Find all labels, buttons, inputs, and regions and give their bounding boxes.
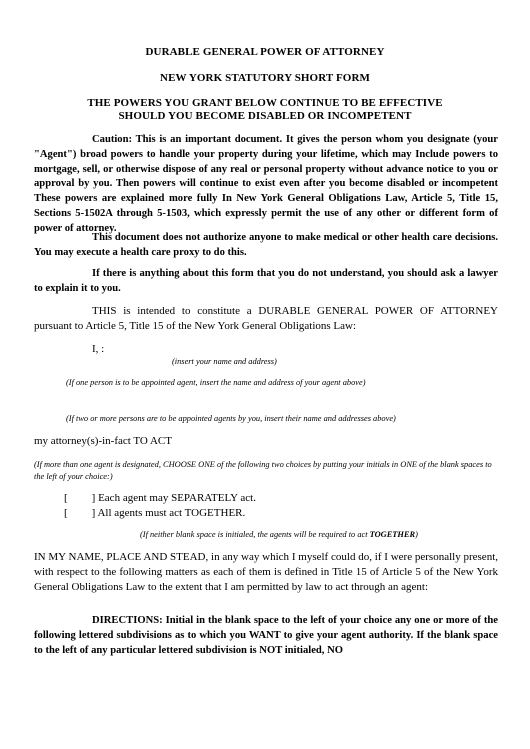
option-bracket: [ [64, 507, 68, 519]
caution-paragraph [34, 133, 498, 237]
document-subtitle: NEW YORK STATUTORY SHORT FORM [160, 72, 370, 84]
option-bracket: [ [64, 492, 68, 504]
warning-heading-line1: THE POWERS YOU GRANT BELOW CONTINUE TO BE EFFECTIVE [87, 97, 443, 109]
understand-text: If there is anything about this form that you do not understand, you should ask a lawyer to explain it to you. [34, 268, 498, 294]
one-agent-hint: (If one person is to be appointed agent, insert the name and address of your agent above) [66, 378, 366, 387]
directions-paragraph [34, 614, 498, 658]
warning-heading-line2: SHOULD YOU BECOME DISABLED OR INCOMPETENT [118, 110, 412, 122]
default-note-prefix: (If neither blank space is initialed, the agents will be required to act [140, 530, 370, 539]
principal-label: I, : [92, 343, 105, 355]
health-care-text: This document does not authorize anyone to make medical or other health care decisions. You may execute a health care proxy to do this. [34, 232, 498, 258]
default-note-bold: TOGETHER [369, 530, 416, 539]
option-together[interactable] [64, 506, 245, 521]
option-label: ] Each agent may SEPARATELY act. [91, 492, 256, 504]
multi-agent-hint: (If two or more persons are to be appointed agents by you, insert their name and addresses above) [66, 414, 396, 423]
document-title: DURABLE GENERAL POWER OF ATTORNEY [145, 46, 385, 58]
caution-text: Caution: This is an important document. It gives the person whom you designate (your "Agent") broad powers to handle your property during your lifetime, which may Include powers to mortgage, sell, or otherwise dispose of any real or personal property without advance notice to you or approval by you. Then powers will continue to exist even after you become disabled or incompetent These powers are explained more fully In New York General Obligations Law, Article 5, Title 15, Sections 5-1502A through 5-1503, which expressly permit the use of any other or different form of power of attorney. [34, 134, 498, 234]
default-note-suffix: ) [415, 530, 418, 539]
attorney-line: my attorney(s)-in-fact TO ACT [34, 435, 172, 447]
my-name-paragraph: IN MY NAME, PLACE AND STEAD, in any way which I myself could do, if I were personally present, with respect to the following matters as each of them is defined in Title 15 of Article 5 of the New York General Obligations Law to the extent that I am permitted by law to act through an agent: [34, 551, 498, 593]
health-care-paragraph [34, 231, 498, 261]
choice-instructions: (If more than one agent is designated, CHOOSE ONE of the following two choices by putting your initials in ONE of the blank spaces to the left of your choice:) [34, 460, 492, 481]
intent-text: THIS is intended to constitute a DURABLE GENERAL POWER OF ATTORNEY pursuant to Article 5, Title 15 of the New York General Obligations Law: [34, 305, 498, 332]
option-separately[interactable] [64, 491, 256, 506]
intent-paragraph [34, 304, 498, 334]
principal-hint: (insert your name and address) [172, 357, 277, 366]
understand-paragraph [34, 267, 498, 297]
default-note [140, 529, 418, 541]
directions-text: DIRECTIONS: Initial in the blank space to the left of your choice any one or more of the following lettered subdivisions as to which you WANT to give your agent authority. If the blank space to the left of any particular lettered subdivision is NOT initialed, NO [34, 615, 498, 656]
option-label: ] All agents must act TOGETHER. [91, 507, 246, 519]
